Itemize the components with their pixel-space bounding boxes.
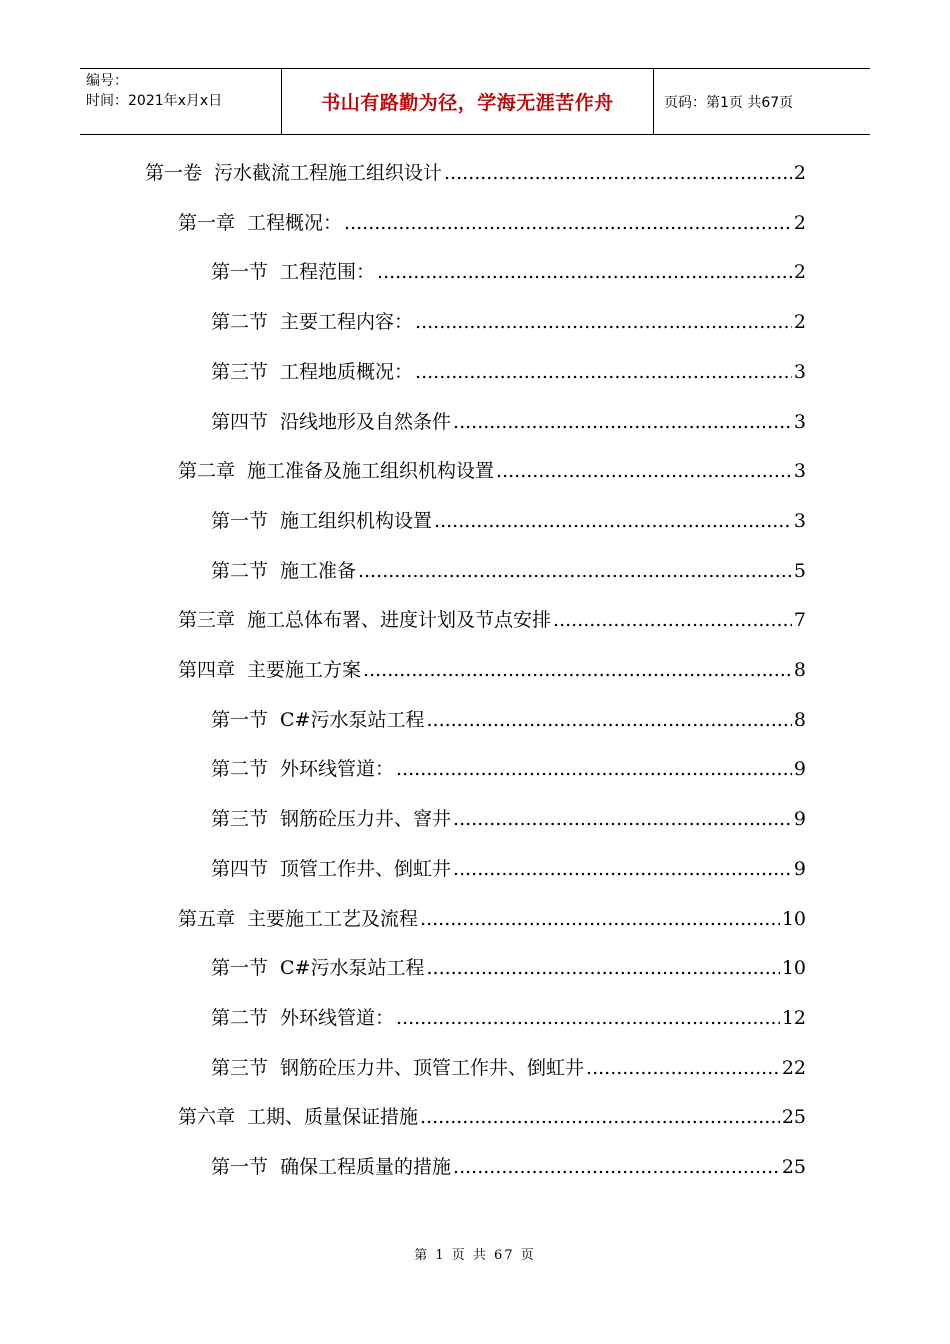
toc-entry-page: 8 (793, 659, 806, 681)
toc-entry-title: 工程范围： (280, 261, 376, 284)
toc-entry[interactable] (178, 904, 806, 934)
toc-entry[interactable] (211, 1152, 806, 1182)
toc-entry-title: 顶管工作井、倒虹井 (280, 857, 452, 880)
toc-entry-title: 沿线地形及自然条件 (280, 410, 452, 433)
toc-entry-label: 第一卷 (145, 162, 203, 184)
toc-entry-label: 第一节 (211, 261, 269, 284)
toc-entry-page: 3 (793, 410, 806, 433)
toc-entry-label: 第六章 (178, 1106, 236, 1129)
toc-entry[interactable] (211, 257, 806, 287)
toc-entry-page: 2 (793, 311, 806, 334)
toc-entry-page: 7 (793, 609, 806, 632)
toc-leader-dots (358, 556, 792, 586)
toc-entry-page: 9 (793, 808, 806, 831)
toc-entry[interactable] (145, 158, 806, 188)
toc-leader-dots (377, 257, 792, 287)
toc-entry-page: 25 (781, 1156, 806, 1178)
toc-leader-dots (444, 158, 792, 188)
toc-entry-label: 第一节 (211, 509, 269, 532)
toc-entry[interactable] (211, 1053, 806, 1083)
toc-entry-label: 第二节 (211, 559, 269, 582)
toc-entry-title: 钢筋砼压力井、顶管工作井、倒虹井 (280, 1056, 585, 1079)
toc-entry[interactable] (211, 953, 806, 983)
toc-entry-title: 外环线管道： (280, 1006, 395, 1029)
toc-leader-dots (496, 456, 792, 486)
header-page-info: 页码：第1页 共67页 (664, 94, 794, 111)
toc-entry-title: C#污水泵站工程 (280, 708, 425, 731)
toc-entry-label: 第二章 (178, 460, 236, 483)
toc-entry-title: 施工总体布署、进度计划及节点安排 (247, 609, 552, 632)
toc-entry-page: 22 (781, 1056, 806, 1079)
toc-entry[interactable] (211, 307, 806, 337)
toc-entry-label: 第三节 (211, 808, 269, 831)
toc-entry-title: 主要工程内容： (280, 311, 414, 334)
toc-entry-label: 第三节 (211, 360, 269, 383)
toc-entry-label: 第一章 (178, 211, 236, 234)
serial-label: 编号： (86, 73, 128, 89)
toc-entry[interactable] (211, 854, 806, 884)
toc-entry[interactable] (211, 506, 806, 536)
toc-leader-dots (396, 754, 792, 784)
toc-entry[interactable] (211, 407, 806, 437)
toc-entry[interactable] (178, 208, 806, 238)
toc-leader-dots (453, 407, 792, 437)
toc-entry-page: 25 (781, 1106, 806, 1129)
toc-entry-page: 3 (793, 360, 806, 383)
toc-leader-dots (415, 307, 792, 337)
toc-leader-dots (453, 1152, 780, 1182)
page-header (80, 68, 870, 135)
toc-entry[interactable] (178, 456, 806, 486)
toc-entry[interactable] (178, 655, 806, 685)
toc-leader-dots (426, 705, 791, 735)
toc-entry[interactable] (211, 357, 806, 387)
time-label: 时间：2021年x月x日 (86, 93, 223, 109)
toc-leader-dots (420, 904, 780, 934)
toc-entry-title: 工程概况： (247, 211, 343, 234)
toc-entry-page: 2 (793, 162, 806, 184)
toc-entry-page: 2 (793, 261, 806, 284)
toc-entry-label: 第二节 (211, 758, 269, 781)
toc-leader-dots (453, 854, 792, 884)
toc-leader-dots (415, 357, 792, 387)
toc-entry[interactable] (178, 1102, 806, 1132)
header-motto: 书山有路勤为径，学海无涯苦作舟 (282, 69, 654, 134)
toc-entry-page: 10 (781, 907, 806, 930)
toc-leader-dots (586, 1053, 780, 1083)
toc-entry-title: 工程地质概况： (280, 360, 414, 383)
toc-entry-label: 第四节 (211, 857, 269, 880)
toc-leader-dots (396, 1003, 780, 1033)
toc-entry-title: C#污水泵站工程 (280, 957, 425, 980)
toc-entry-page: 2 (793, 211, 806, 234)
toc-entry-title: 施工准备 (280, 559, 357, 582)
toc-entry-title: 污水截流工程施工组织设计 (214, 162, 443, 184)
toc-entry-label: 第五章 (178, 907, 236, 930)
toc-leader-dots (363, 655, 792, 685)
header-meta (80, 69, 282, 134)
toc-leader-dots (426, 953, 779, 983)
toc-entry[interactable] (211, 705, 806, 735)
toc-entry-label: 第一节 (211, 957, 269, 980)
toc-entry-label: 第二节 (211, 311, 269, 334)
toc-entry-label: 第四章 (178, 659, 236, 681)
toc-entry-label: 第二节 (211, 1006, 269, 1029)
toc-entry-page: 3 (793, 460, 806, 483)
toc-entry[interactable] (211, 1003, 806, 1033)
toc-entry[interactable] (211, 804, 806, 834)
toc-entry-label: 第一节 (211, 1156, 269, 1178)
toc-entry-page: 9 (793, 857, 806, 880)
toc-entry-title: 施工组织机构设置 (280, 509, 433, 532)
toc-entry-page: 8 (793, 708, 806, 731)
toc-entry-label: 第一节 (211, 708, 269, 731)
toc-entry-label: 第三节 (211, 1056, 269, 1079)
page-footer: 第 1 页 共 67 页 (414, 1248, 536, 1263)
toc-entry-page: 9 (793, 758, 806, 781)
toc-entry-label: 第三章 (178, 609, 236, 632)
toc-leader-dots (344, 208, 792, 238)
toc-entry-page: 10 (781, 957, 806, 980)
toc-entry-title: 主要施工方案 (247, 659, 362, 681)
toc-entry-title: 工期、质量保证措施 (247, 1106, 419, 1129)
toc-entry-title: 外环线管道： (280, 758, 395, 781)
toc-entry-title: 施工准备及施工组织机构设置 (247, 460, 495, 483)
toc-entry-page: 12 (781, 1006, 806, 1029)
toc-entry-page: 3 (793, 509, 806, 532)
toc-entry-label: 第四节 (211, 410, 269, 433)
toc-entry[interactable] (211, 754, 806, 784)
toc-leader-dots (553, 605, 792, 635)
toc-leader-dots (453, 804, 792, 834)
toc-entry-title: 确保工程质量的措施 (280, 1156, 452, 1178)
toc-entry[interactable] (178, 605, 806, 635)
toc-entry-page: 5 (793, 559, 806, 582)
toc-entry-title: 钢筋砼压力井、窨井 (280, 808, 452, 831)
toc-entry-title: 主要施工工艺及流程 (247, 907, 419, 930)
toc-entry[interactable] (211, 556, 806, 586)
toc-leader-dots (434, 506, 792, 536)
toc-leader-dots (420, 1102, 780, 1132)
